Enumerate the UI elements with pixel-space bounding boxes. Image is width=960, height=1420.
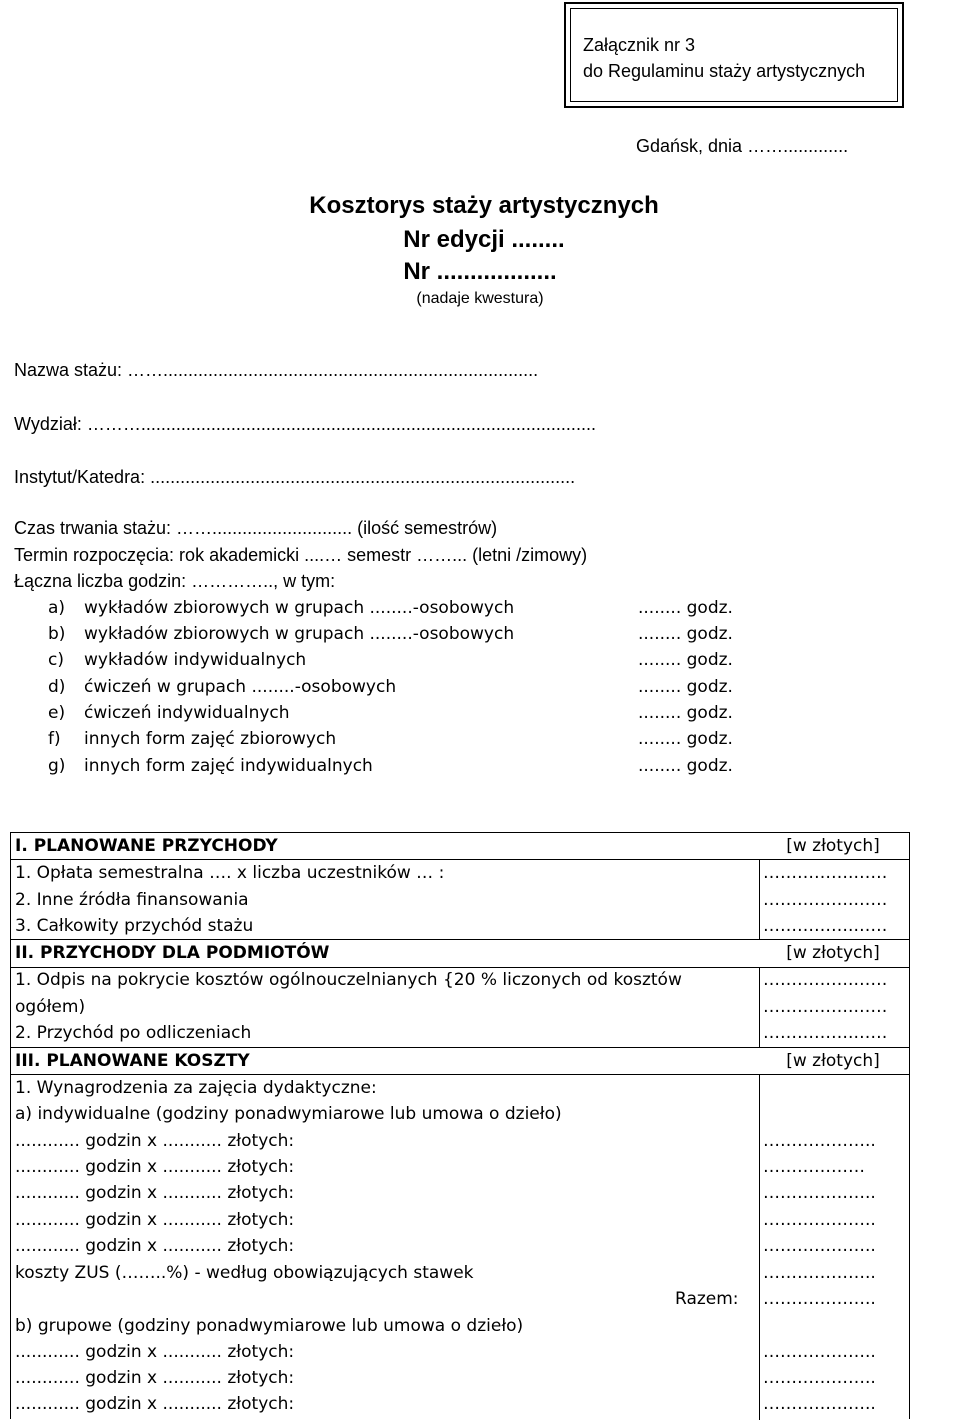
overhead-value-2[interactable]: …………….…… <box>763 997 888 1017</box>
calc-row-value[interactable]: ……………….. <box>763 1210 876 1230</box>
section-1-unit: [w złotych] <box>786 836 880 856</box>
salaries-row: 1. Wynagrodzenia za zajęcia dydaktyczne: <box>15 1078 377 1098</box>
row-divider <box>11 939 909 940</box>
calc-row: ............ godzin x ........... złotych: <box>15 1183 295 1203</box>
column-divider <box>759 967 760 1047</box>
row-divider <box>11 1047 909 1048</box>
calc-row: ............ godzin x ........... złotych: <box>15 1368 295 1388</box>
column-divider <box>759 1074 760 1420</box>
section-3-unit: [w złotych] <box>786 1051 880 1071</box>
zus-value[interactable]: ……………….. <box>763 1263 876 1283</box>
number-note: (nadaje kwestura) <box>416 290 544 307</box>
overhead-value[interactable]: …………….…… <box>763 970 888 990</box>
total-income-value[interactable]: …………….…… <box>763 916 888 936</box>
hours-item-letter: e) <box>48 703 66 723</box>
calc-row: ............ godzin x ........... złotych: <box>15 1131 295 1151</box>
hours-item-letter: b) <box>48 624 66 644</box>
hours-item-text: wykładów zbiorowych w grupach ........-osobowych <box>84 624 515 644</box>
hours-item-hours[interactable]: ........ godz. <box>638 677 733 697</box>
hours-item-hours[interactable]: ........ godz. <box>638 598 733 618</box>
edition-number: Nr edycji ........ <box>403 226 565 253</box>
hours-item-letter: a) <box>48 598 66 618</box>
total-income-row: 3. Całkowity przychód stażu <box>15 916 254 936</box>
calc-row: ............ godzin x ........... złotych: <box>15 1394 295 1414</box>
hours-item-letter: g) <box>48 756 66 776</box>
razem-value[interactable]: ……………….. <box>763 1289 876 1309</box>
semester-fee-value[interactable]: …………….…… <box>763 863 888 883</box>
attachment-box <box>564 2 904 108</box>
cost-table <box>10 832 910 1419</box>
total-hours-field[interactable]: Łączna liczba godzin: ………….., w tym: <box>14 571 336 591</box>
section-1-title: I. PLANOWANE PRZYCHODY <box>15 836 278 856</box>
net-income-value[interactable]: …………….…… <box>763 1023 888 1043</box>
other-funding-value[interactable]: …………….…… <box>763 890 888 910</box>
section-3-title: III. PLANOWANE KOSZTY <box>15 1051 250 1071</box>
hours-item-text: wykładów indywidualnych <box>84 650 307 670</box>
column-divider <box>759 859 760 939</box>
start-term-field[interactable]: Termin rozpoczęcia: rok akademicki ....… semestr ……... (letni /zimowy) <box>14 545 588 565</box>
calc-row-value[interactable]: ……………….. <box>763 1131 876 1151</box>
hours-item-text: ćwiczeń w grupach ........-osobowych <box>84 677 397 697</box>
semester-fee-row: 1. Opłata semestralna …. x liczba uczestników … : <box>15 863 445 883</box>
hours-item-hours[interactable]: ........ godz. <box>638 703 733 723</box>
hours-item-text: innych form zajęć zbiorowych <box>84 729 337 749</box>
net-income-row: 2. Przychód po odliczeniach <box>15 1023 252 1043</box>
row-divider <box>11 1074 909 1075</box>
section-2-unit: [w złotych] <box>786 943 880 963</box>
calc-row: ............ godzin x ........... złotych: <box>15 1210 295 1230</box>
hours-item-letter: f) <box>48 729 61 749</box>
date-line: Gdańsk, dnia ……............. <box>636 136 849 156</box>
row-divider <box>11 859 909 860</box>
hours-item-letter: d) <box>48 677 66 697</box>
hours-item-text: innych form zajęć indywidualnych <box>84 756 373 776</box>
row-divider <box>11 967 909 968</box>
group-classes-row: b) grupowe (godziny ponadwymiarowe lub umowa o dzieło) <box>15 1316 524 1336</box>
individual-classes-row: a) indywidualne (godziny ponadwymiarowe lub umowa o dzieło) <box>15 1104 562 1124</box>
internship-name-field[interactable]: Nazwa stażu: ……........................................................................... <box>14 360 539 380</box>
calc-row: ............ godzin x ........... złotych: <box>15 1342 295 1362</box>
hours-item-letter: c) <box>48 650 64 670</box>
calc-row: ............ godzin x ........... złotych: <box>15 1236 295 1256</box>
hours-item-text: ćwiczeń indywidualnych <box>84 703 290 723</box>
calc-row-value[interactable]: ……………….. <box>763 1183 876 1203</box>
hours-item-hours[interactable]: ........ godz. <box>638 650 733 670</box>
section-2-title: II. PRZYCHODY DLA PODMIOTÓW <box>15 943 330 963</box>
hours-item-hours[interactable]: ........ godz. <box>638 624 733 644</box>
overhead-row-cont: ogółem) <box>15 997 86 1017</box>
institute-field[interactable]: Instytut/Katedra: ..................................................................................... <box>14 467 576 487</box>
faculty-field[interactable]: Wydział: ………........................................................................................... <box>14 414 596 434</box>
zus-row: koszty ZUS (……..%) - według obowiązujących stawek <box>15 1263 474 1283</box>
calc-row-value[interactable]: ……………….. <box>763 1394 876 1414</box>
document-number: Nr .................. <box>403 258 557 285</box>
attachment-line-2: do Regulaminu staży artystycznych <box>583 61 866 81</box>
calc-row-value[interactable]: ……………….. <box>763 1368 876 1388</box>
duration-field[interactable]: Czas trwania stażu: ……............................ (ilość semestrów) <box>14 518 498 538</box>
hours-item-hours[interactable]: ........ godz. <box>638 756 733 776</box>
hours-item-text: wykładów zbiorowych w grupach ........-osobowych <box>84 598 515 618</box>
hours-item-hours[interactable]: ........ godz. <box>638 729 733 749</box>
attachment-line-1: Załącznik nr 3 <box>583 35 696 55</box>
calc-row-value[interactable]: ……………….. <box>763 1342 876 1362</box>
overhead-row: 1. Odpis na pokrycie kosztów ogólnouczelnianych {20 % liczonych od kosztów <box>15 970 682 990</box>
calc-row-value[interactable]: ……………….. <box>763 1236 876 1256</box>
razem-label: Razem: <box>675 1289 739 1309</box>
document-title: Kosztorys staży artystycznych <box>309 192 659 219</box>
calc-row: ............ godzin x ........... złotych: <box>15 1157 295 1177</box>
other-funding-row: 2. Inne źródła finansowania <box>15 890 249 910</box>
attachment-box-inner <box>570 8 898 102</box>
calc-row-value[interactable]: ……………… <box>763 1157 865 1177</box>
